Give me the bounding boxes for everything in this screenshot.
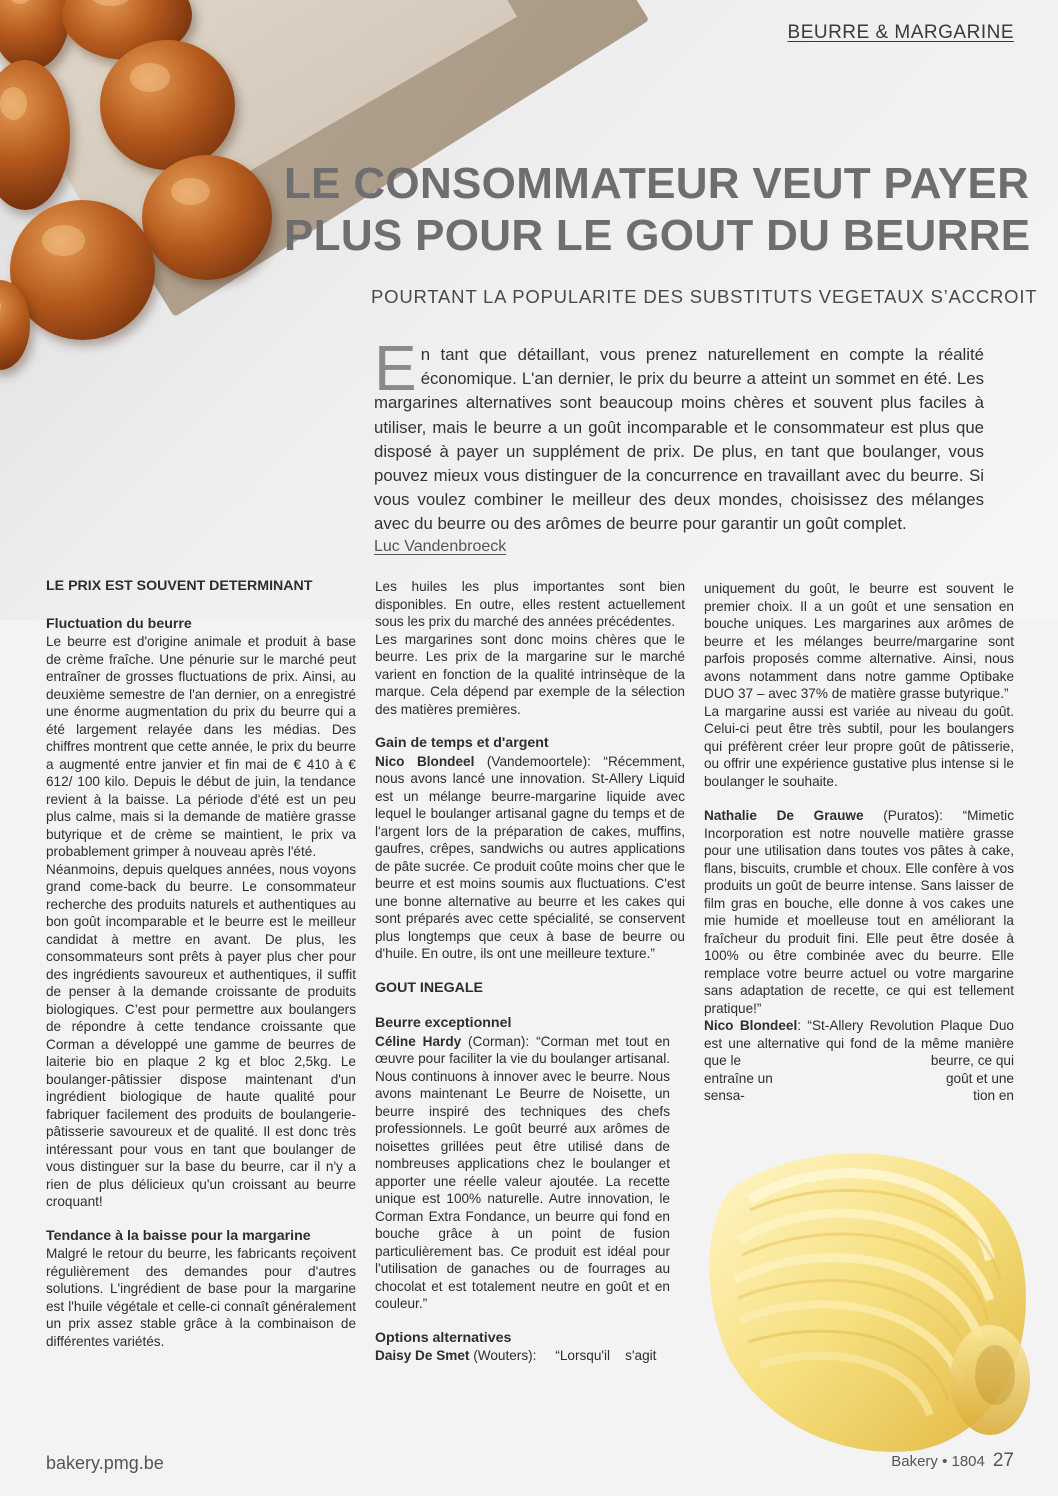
drop-cap: E [374, 332, 417, 404]
quote-text: goût et une [945, 1070, 1014, 1086]
column-3 [704, 580, 1014, 1105]
bread-roll [10, 200, 155, 340]
lead-paragraph [374, 332, 984, 537]
paragraph-wrap [704, 1070, 1014, 1088]
quote-text: sensa- [704, 1088, 745, 1103]
quote-text: tion en [973, 1088, 1014, 1103]
quote-text: (Corman): “Corman met tout en œuvre pour faciliter la vie du boulanger artisanal. Nous continuons à innover avec le beurre. Nous avons maintenant Le Beurre de Noisette, un beurre inspiré des techniques des chefs professionnels. Le goût beurré aux arômes de noisettes grillées peut être utilisé dans de nombreuses applications chez le boulanger et apporter une réelle valeur ajoutée. La recette unique est 100% naturelle. Autre innovation, le Corman Extra Fondance, un beurre qui fond en bouche grâce à un point de fusion particulièrement bas. Ce produit est idéal pour l'utilisation de ganaches ou de fourrages au chocolat et est totalement neutre en goût et en couleur.” [375, 1033, 670, 1311]
section-tag: BEURRE & MARGARINE [787, 22, 1014, 43]
paragraph: Malgré le retour du beurre, les fabricants reçoivent régulièrement des demandes pour d'autres solutions. L'ingrédient de base pour la margarine est l'huile végétale et celle-ci connaît généralement un prix assez stable grâce à la combinaison de différentes variétés. [46, 1246, 356, 1349]
subheading: Tendance à la baisse pour la margarine [46, 1227, 311, 1244]
headline [284, 158, 1031, 262]
quote-name: Céline Hardy [375, 1033, 462, 1049]
lead-text: n tant que détaillant, vous prenez naturellement en compte la réalité économique. L'an dernier, le prix du beurre a atteint un sommet en été. Les margarines alternatives sont beaucoup moins chères et souvent plus faciles à utiliser, mais le beurre a un goût incomparable et le consommateur est plus que disposé à payer un supplément de prix. De plus, en tant que boulanger, vous pouvez mieux vous distinguer de la concurrence en travaillant avec du beurre. Si vous voulez combiner le meilleur des deux mondes, choisissez des mélanges avec du beurre ou des arômes de beurre pour garantir un goût complet. [374, 345, 984, 534]
quote-name: Nico Blondeel [704, 1018, 798, 1033]
footer-folio [891, 1450, 1014, 1472]
quote-text: beurre, ce qui [930, 1053, 1014, 1068]
author-name: Luc Vandenbroeck [374, 538, 507, 555]
subheading: Fluctuation du beurre [46, 615, 192, 632]
butter-curl-photo [690, 1130, 1058, 1460]
paragraph [704, 807, 1014, 1017]
paragraph: uniquement du goût, le beurre est souvent le premier choix. Il a un goût et une sensation en bouche uniques. Les margarines aux arômes de beurre et les mélanges beurre/margarine sont parfois proposés comme alternative. Ainsi, nous avons notamment dans notre gamme Optibake DUO 37 – avec 37% de matière grasse butyrique.” [704, 581, 1014, 701]
paragraph [375, 1347, 685, 1365]
section-heading: GOUT INEGALE [375, 979, 483, 996]
paragraph [375, 1033, 670, 1313]
subheading: Options alternatives [375, 1329, 512, 1346]
bread-roll [142, 155, 272, 280]
quote-text: entraîne un [704, 1070, 773, 1086]
page-number: 27 [992, 1450, 1014, 1471]
magazine-issue: Bakery • 1804 [891, 1453, 985, 1470]
section-heading: LE PRIX EST SOUVENT DETERMINANT [46, 578, 313, 594]
headline-line-2: PLUS POUR LE GOUT DU BEURRE [284, 211, 1031, 260]
quote-text: (Puratos): “Mimetic Incorporation est notre nouvelle matière grasse pour une utilisation dans toutes vos pâtes à cake, flans, biscuits, crumble et choux. Elle confère à vos produits un goût de beurre intense. Sans laisser de film gras en bouche, elle donne à vos cakes une mie humide et moelleuse tout en améliorant la fraîcheur du produit fini. Elle peut être dosée à 100% ou être combinée avec du beurre. Elle remplace votre beurre actuel ou votre margarine sans adaptation de recette, ce qui est tellement pratique!” [704, 808, 1014, 1016]
headline-line-1: LE CONSOMMATEUR VEUT PAYER [284, 159, 1030, 208]
quote-name: Daisy De Smet [375, 1348, 470, 1363]
quote-text: (Vandemoortele): “Récemment, nous avons lancé une innovation. St-Allery Liquid est un mélange beurre-margarine liquide avec lequel le boulanger artisanal gagne du temps et de l'argent lors de la préparation de cakes, muffins, gaufres, crêpes, sandwichs ou autres applications de pâte sucrée. Ce produit coûte moins cher que le beurre et est moins soumis aux fluctuations. C'est une bonne alternative au beurre et les cakes qui sont préparés avec cette spécialité, se conservent plus longtemps que ceux à base de beurre ou d'huile. En outre, ils ont une meilleure texture.” [375, 753, 685, 961]
paragraph: Le beurre est d'origine animale et produit à base de crème fraîche. Une pénurie sur le marché peut entraîner de grosses fluctuations de prix. Ainsi, au deuxième semestre de l'an dernier, on a enregistré une énorme augmentation du prix du beurre qui a été largement relayée dans les médias. Des chiffres montrent que cette année, le prix du beurre a augmenté entre janvier et fin mai de € 410 à € 612/ 100 kilo. Depuis le début de juin, la tendance revient à la baisse. La période d'été est un peu plus calme, mais si la demande de matière grasse butyrique et de crème se maintient, le prix va probablement grimper à nouveau après l'été. [46, 634, 356, 859]
footer-website: bakery.pmg.be [46, 1453, 164, 1473]
paragraph: Les margarines sont donc moins chères que le beurre. Les prix de la margarine sur le marché varient en fonction de la qualité intrinsèque de la marque. Cela dépend par exemple de la sélection des matières premières. [375, 631, 685, 717]
column-1 [46, 578, 356, 1350]
subheading: Beurre exceptionnel [375, 1015, 512, 1031]
quote-text: : “St-Allery Revolution Plaque Duo est une alternative qui fond de la même manière que le [704, 1018, 1014, 1068]
paragraph-wrap [704, 1087, 1014, 1105]
paragraph [375, 753, 685, 963]
quote-name: Nathalie De Grauwe [704, 808, 864, 823]
bread-roll [100, 40, 235, 170]
paragraph: Les huiles les plus importantes sont bien disponibles. En outre, elles restent actuellement sous les prix du marché des années précédentes. [375, 579, 685, 629]
subtitle: POURTANT LA POPULARITE DES SUBSTITUTS VEGETAUX S’ACCROIT [371, 286, 1038, 307]
column-2 [375, 578, 685, 1365]
paragraph: Néanmoins, depuis quelques années, nous voyons grand come-back du beurre. Le consommateur recherche des produits naturels et authentiques au bon goût incomparable et le beurre est le meilleur candidat à mettre en avant. De plus, les consommateurs sont prêts à payer plus cher pour des ingrédients savoureux et authentiques, il suffit de penser à la demande croissante de produits biologiques. C’est pour permettre aux boulangers de répondre à cette tendance croissante que Corman a développé une gamme de beurres de laiterie bio en plaque 2 kg et bloc 2,5kg. Le boulanger-pâtissier dispose maintenant d'un ingrédient biologique de haute qualité pour fabriquer facilement des produits de boulangerie-pâtisserie savoureux et de qualité. Il est donc très intéressant pour vous en tant que boulanger de vous distinguer sur la base du beurre, car il n'y a rien de plus délicieux qu'un croissant au beurre croquant! [46, 861, 356, 1209]
subheading: Gain de temps et d'argent [375, 735, 549, 751]
paragraph: La margarine aussi est variée au niveau du goût. Celui-ci peut être très subtil, pour les boulangers qui préfèrent créer leur propre goût de pâtisserie, ou offrir une expérience gustative plus intense si le boulanger le souhaite. [704, 703, 1014, 789]
quote-text: (Wouters): “Lorsqu'il s'agit [469, 1348, 657, 1363]
quote-name: Nico Blondeel [375, 753, 475, 769]
paragraph-wrap [704, 1052, 1014, 1070]
